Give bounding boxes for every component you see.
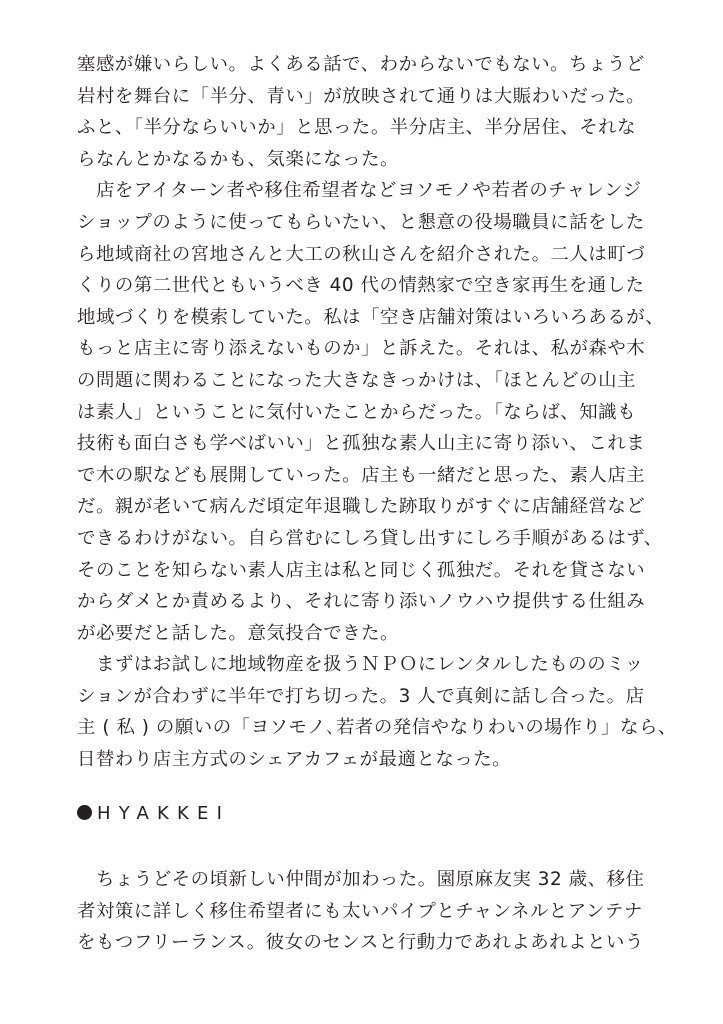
text-line: 岩村を舞台に「半分、青い」が放映されて通りは大賑わいだった。 bbox=[77, 85, 646, 107]
text-line: 主 ( 私 ) の願いの「ヨソモノ､若者の発信やなりわいの場作り」なら、 bbox=[77, 717, 677, 739]
text-line: ションが合わずに半年で打ち切った。3 人で真剣に話し合った。店 bbox=[77, 685, 645, 707]
text-line: ちょうどその頃新しい仲間が加わった。園原麻友実 32 歳、移住 bbox=[77, 869, 645, 890]
text-line: だ。親が老いて病んだ頃定年退職した跡取りがすぐに店舗経営など bbox=[77, 496, 646, 518]
text-line: ら地域商社の宮地さんと大工の秋山さんを紹介された。二人は町づ bbox=[77, 243, 646, 265]
text-line: ショップのように使ってもらいたい、と懇意の役場職員に話をした bbox=[77, 211, 645, 233]
text-line: らなんとかなるかも、気楽になった。 bbox=[77, 148, 399, 170]
text-line: 者対策に詳しく移住希望者にも太いパイプとチャンネルとアンテナ bbox=[77, 900, 643, 922]
text-line: ふと、「半分ならいいか」と思った。半分店主、半分居住、それな bbox=[77, 117, 637, 139]
text-line: の問題に関わることになった大きなきっかけは、「ほとんどの山主 bbox=[77, 369, 637, 391]
text-line: で木の駅なども展開していった。店主も一緒だと思った、素人店主 bbox=[77, 464, 646, 486]
text-line: をもつフリーランス。彼女のセンスと行動力であれよあれよという bbox=[77, 932, 644, 954]
text-line: が必要だと話した。意気投合できた。 bbox=[77, 622, 399, 644]
text-line: もっと店主に寄り添えないものか」と訴えた。それは、私が森や木 bbox=[77, 338, 646, 360]
text-line: 塞感が嫌いらしい。よくある話で、わからないでもない。ちょうど bbox=[77, 54, 645, 75]
text-line: 店をアイターン者や移住希望者などヨソモノや若者のチャレンジ bbox=[77, 180, 642, 202]
body-text-block bbox=[77, 864, 652, 959]
text-line: そのことを知らない素人店主は私と同じく孤独だ。それを貸さない bbox=[77, 559, 646, 581]
text-line: 技術も面白さも学べばいい」と孤独な素人山主に寄り添い、これま bbox=[77, 433, 646, 455]
text-line: からダメとか責めるより、それに寄り添いノウハウ提供する仕組み bbox=[77, 591, 646, 613]
section-heading bbox=[77, 798, 230, 830]
body-text-block bbox=[77, 49, 677, 776]
text-line: 地域づくりを模索していた。私は「空き店舗対策はいろいろあるが、 bbox=[77, 306, 665, 328]
text-line: まずはお試しに地域物産を扱うＮＰＯにレンタルしたもののミッ bbox=[77, 654, 644, 676]
black-circle-icon bbox=[77, 805, 92, 820]
text-line: くりの第二世代ともいうべき 40 代の情熱家で空き家再生を通した bbox=[77, 275, 645, 297]
text-line: 日替わり店主方式のシェアカフェが最適となった。 bbox=[77, 749, 512, 771]
text-line: できるわけがない。自ら営むにしろ貸し出すにしろ手順があるはず、 bbox=[77, 527, 663, 549]
text-line: は素人」ということに気付いたことからだった。「ならば、知識も bbox=[77, 401, 637, 423]
section-heading-text: HYAKKEI bbox=[97, 803, 231, 824]
